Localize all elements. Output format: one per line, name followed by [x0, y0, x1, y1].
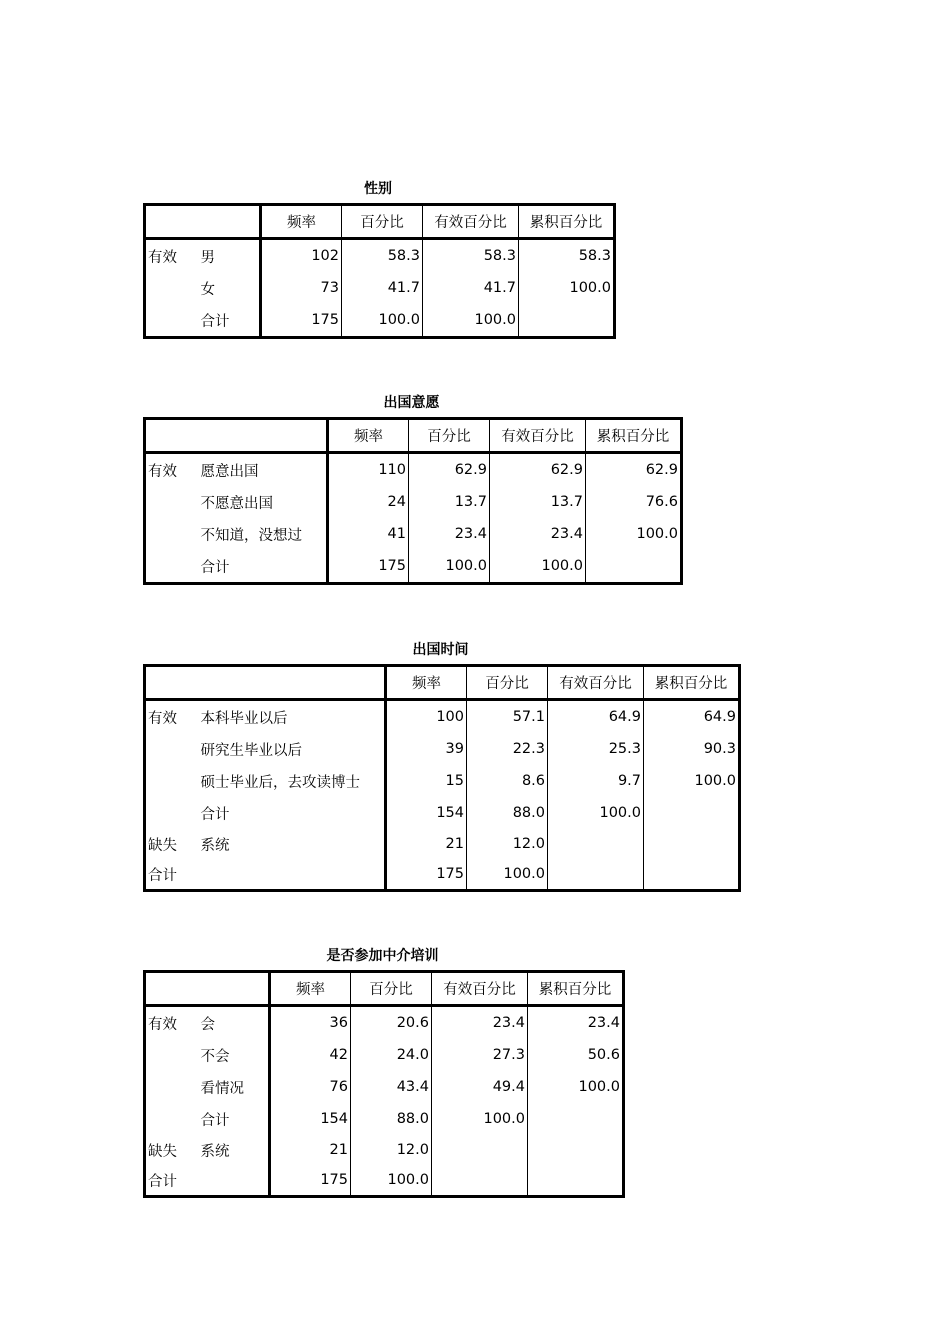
cell-cumulative-percent: 100.0 — [636, 526, 678, 542]
row-group-label — [145, 272, 201, 304]
cell-valid-percent — [548, 859, 644, 891]
table-row — [145, 453, 682, 487]
cell-valid-percent: 27.3 — [432, 1039, 528, 1071]
cell-cumulative-percent: 76.6 — [645, 494, 678, 510]
row-category-label — [201, 859, 386, 891]
cell-valid-percent: 41.7 — [423, 272, 519, 304]
frequency-table-gender — [143, 203, 616, 339]
cell-cumulative-percent: 90.3 — [703, 741, 736, 757]
row-group-label — [145, 797, 201, 829]
header-blank-cell — [145, 419, 328, 453]
cell-frequency: 41 — [328, 518, 409, 550]
table-title: 出国时间 — [412, 642, 469, 658]
header-frequency: 频率 — [261, 205, 342, 239]
cell-valid-percent: 58.3 — [423, 239, 519, 273]
row-group-label — [145, 733, 201, 765]
header-percent: 百分比 — [351, 972, 432, 1006]
cell-cumulative-percent — [644, 797, 740, 829]
cell-cumulative-percent: 100.0 — [694, 773, 736, 789]
cell-frequency: 175 — [270, 1165, 351, 1197]
header-valid-percent: 有效百分比 — [423, 205, 519, 239]
cell-percent: 8.6 — [467, 765, 548, 797]
cell-percent: 58.3 — [342, 239, 423, 273]
table-agency-training-block — [143, 946, 625, 1198]
cell-frequency: 24 — [328, 486, 409, 518]
header-cumulative-percent: 累积百分比 — [654, 676, 728, 692]
cell-frequency: 175 — [261, 304, 342, 338]
cell-percent: 62.9 — [409, 453, 490, 487]
header-percent: 百分比 — [342, 205, 423, 239]
cell-valid-percent: 62.9 — [490, 453, 586, 487]
cell-frequency: 42 — [270, 1039, 351, 1071]
cell-cumulative-percent — [519, 304, 615, 338]
header-blank-cell — [145, 666, 386, 700]
cell-valid-percent — [548, 829, 644, 859]
header-percent: 百分比 — [409, 419, 490, 453]
table-row — [145, 1006, 624, 1040]
cell-percent: 43.4 — [351, 1071, 432, 1103]
cell-percent: 20.6 — [351, 1006, 432, 1040]
header-valid-percent: 有效百分比 — [490, 419, 586, 453]
row-category-label: 不愿意出国 — [201, 486, 328, 518]
table-title: 出国意愿 — [383, 395, 440, 411]
cell-percent: 24.0 — [351, 1039, 432, 1071]
table-row — [145, 700, 740, 734]
cell-frequency: 73 — [261, 272, 342, 304]
table-row — [145, 797, 740, 829]
row-category-label: 本科毕业以后 — [201, 700, 386, 734]
cell-frequency: 102 — [261, 239, 342, 273]
header-row — [145, 419, 682, 453]
table-row — [145, 304, 615, 338]
cell-cumulative-percent: 58.3 — [578, 248, 611, 264]
table-title: 性别 — [364, 181, 392, 197]
row-category-label: 硕士毕业后，去攻读博士 — [201, 765, 386, 797]
row-group-label: 合计 — [148, 1173, 177, 1190]
row-group-label: 有效 — [148, 1016, 177, 1033]
cell-percent: 100.0 — [342, 304, 423, 338]
cell-percent: 22.3 — [467, 733, 548, 765]
cell-cumulative-percent: 62.9 — [645, 462, 678, 478]
row-group-label: 缺失 — [148, 837, 177, 854]
row-category-label: 不知道，没想过 — [201, 518, 328, 550]
cell-percent: 13.7 — [409, 486, 490, 518]
row-category-label: 合计 — [201, 797, 386, 829]
row-category-label: 合计 — [201, 550, 328, 584]
row-category-label: 系统 — [201, 829, 386, 859]
header-row — [145, 666, 740, 700]
cell-valid-percent: 23.4 — [432, 1006, 528, 1040]
row-group-label — [145, 1039, 201, 1071]
cell-valid-percent — [432, 1165, 528, 1197]
cell-percent: 57.1 — [467, 700, 548, 734]
cell-percent: 88.0 — [467, 797, 548, 829]
cell-valid-percent: 25.3 — [548, 733, 644, 765]
cell-percent: 41.7 — [342, 272, 423, 304]
row-category-label: 不会 — [201, 1039, 270, 1071]
row-category-label: 男 — [201, 239, 261, 273]
header-valid-percent: 有效百分比 — [548, 666, 644, 700]
row-group-label: 缺失 — [148, 1143, 177, 1160]
cell-frequency: 110 — [328, 453, 409, 487]
header-cumulative-percent: 累积百分比 — [538, 982, 612, 998]
cell-cumulative-percent — [528, 1135, 624, 1165]
cell-percent: 12.0 — [467, 829, 548, 859]
cell-valid-percent: 13.7 — [490, 486, 586, 518]
row-group-label: 有效 — [148, 463, 177, 480]
row-category-label: 系统 — [201, 1135, 270, 1165]
cell-valid-percent: 100.0 — [548, 797, 644, 829]
table-row — [145, 1135, 624, 1165]
header-row — [145, 205, 615, 239]
cell-valid-percent: 23.4 — [490, 518, 586, 550]
row-group-label — [145, 486, 201, 518]
row-group-label: 有效 — [148, 249, 177, 266]
header-valid-percent: 有效百分比 — [432, 972, 528, 1006]
table-row — [145, 272, 615, 304]
frequency-table-willingness — [143, 417, 683, 585]
row-category-label: 女 — [201, 272, 261, 304]
row-group-label — [145, 304, 201, 338]
header-frequency: 频率 — [270, 972, 351, 1006]
cell-cumulative-percent — [528, 1165, 624, 1197]
cell-percent: 100.0 — [351, 1165, 432, 1197]
table-row — [145, 1039, 624, 1071]
frequency-table-agency-training — [143, 970, 625, 1198]
cell-cumulative-percent: 100.0 — [569, 280, 611, 296]
header-percent: 百分比 — [467, 666, 548, 700]
cell-frequency: 39 — [386, 733, 467, 765]
cell-percent: 100.0 — [409, 550, 490, 584]
table-row — [145, 829, 740, 859]
cell-valid-percent: 49.4 — [432, 1071, 528, 1103]
table-willingness-block — [143, 393, 683, 585]
table-row — [145, 1103, 624, 1135]
table-row — [145, 765, 740, 797]
table-row — [145, 1071, 624, 1103]
row-category-label: 合计 — [201, 304, 261, 338]
cell-cumulative-percent — [586, 550, 682, 584]
cell-valid-percent — [432, 1135, 528, 1165]
row-category-label — [201, 1165, 270, 1197]
row-category-label: 愿意出国 — [201, 453, 328, 487]
header-cumulative-percent: 累积百分比 — [596, 429, 670, 445]
table-title: 是否参加中介培训 — [326, 948, 439, 964]
row-category-label: 看情况 — [201, 1071, 270, 1103]
cell-cumulative-percent: 100.0 — [578, 1079, 620, 1095]
cell-valid-percent: 100.0 — [423, 304, 519, 338]
header-frequency: 频率 — [386, 666, 467, 700]
table-row — [145, 733, 740, 765]
cell-frequency: 21 — [386, 829, 467, 859]
header-row — [145, 972, 624, 1006]
cell-frequency: 100 — [386, 700, 467, 734]
cell-cumulative-percent — [528, 1103, 624, 1135]
table-departure-time-block — [143, 640, 741, 892]
cell-cumulative-percent: 50.6 — [587, 1047, 620, 1063]
table-row — [145, 859, 740, 891]
cell-cumulative-percent — [644, 859, 740, 891]
row-group-label — [145, 550, 201, 584]
row-category-label: 合计 — [201, 1103, 270, 1135]
cell-cumulative-percent — [644, 829, 740, 859]
cell-frequency: 76 — [270, 1071, 351, 1103]
cell-percent: 100.0 — [467, 859, 548, 891]
cell-frequency: 21 — [270, 1135, 351, 1165]
cell-valid-percent: 100.0 — [490, 550, 586, 584]
cell-frequency: 175 — [328, 550, 409, 584]
cell-frequency: 175 — [386, 859, 467, 891]
cell-frequency: 36 — [270, 1006, 351, 1040]
row-group-label: 有效 — [148, 710, 177, 727]
row-group-label — [145, 518, 201, 550]
table-row — [145, 1165, 624, 1197]
cell-cumulative-percent: 23.4 — [587, 1015, 620, 1031]
row-category-label: 研究生毕业以后 — [201, 733, 386, 765]
table-row — [145, 239, 615, 273]
cell-frequency: 154 — [270, 1103, 351, 1135]
header-frequency: 频率 — [328, 419, 409, 453]
frequency-table-departure-time — [143, 664, 741, 892]
cell-valid-percent: 9.7 — [548, 765, 644, 797]
row-group-label: 合计 — [148, 867, 177, 884]
cell-percent: 88.0 — [351, 1103, 432, 1135]
header-cumulative-percent: 累积百分比 — [529, 215, 603, 231]
header-blank-cell — [145, 205, 261, 239]
table-gender-block — [143, 179, 616, 339]
header-blank-cell — [145, 972, 270, 1006]
row-group-label — [145, 1071, 201, 1103]
table-row — [145, 550, 682, 584]
cell-percent: 12.0 — [351, 1135, 432, 1165]
cell-cumulative-percent: 64.9 — [703, 709, 736, 725]
cell-percent: 23.4 — [409, 518, 490, 550]
row-group-label — [145, 765, 201, 797]
cell-valid-percent: 100.0 — [432, 1103, 528, 1135]
cell-frequency: 15 — [386, 765, 467, 797]
table-row — [145, 486, 682, 518]
table-row — [145, 518, 682, 550]
row-group-label — [145, 1103, 201, 1135]
cell-valid-percent: 64.9 — [548, 700, 644, 734]
cell-frequency: 154 — [386, 797, 467, 829]
row-category-label: 会 — [201, 1006, 270, 1040]
